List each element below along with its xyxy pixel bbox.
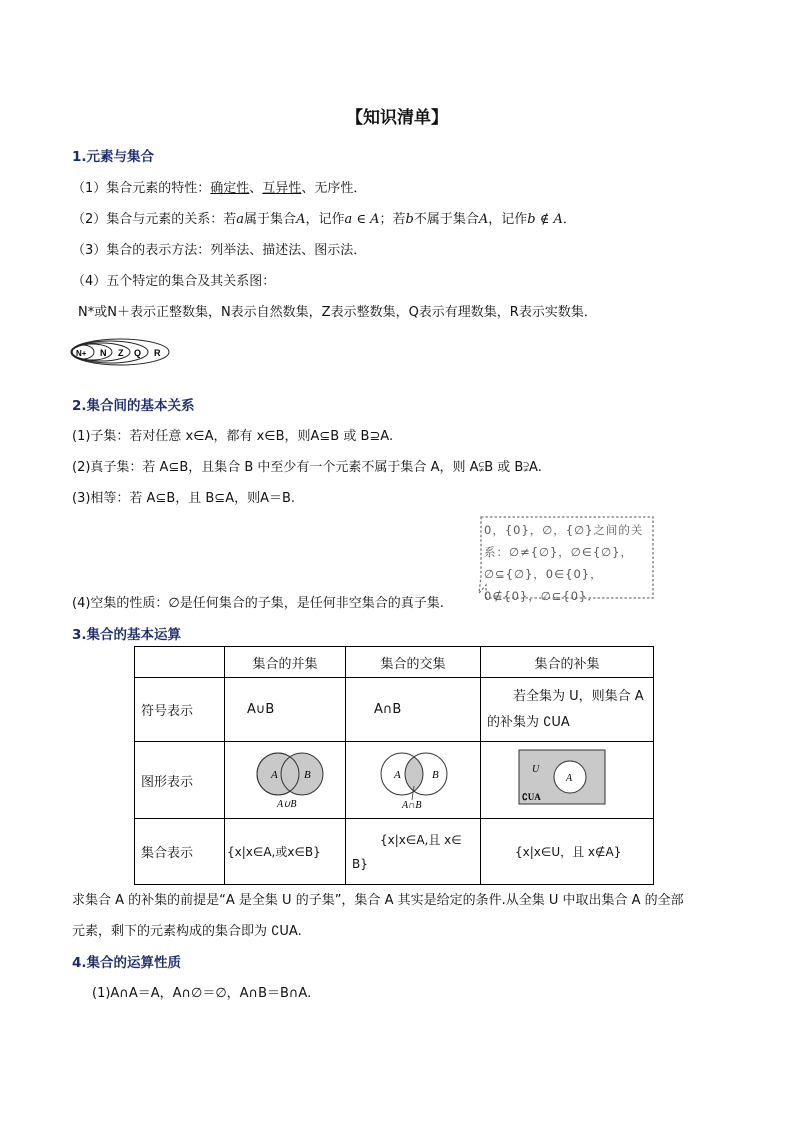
page-title: 【知识清单】 <box>346 108 448 128</box>
section-2-heading: 2.集合间的基本关系 <box>72 398 195 414</box>
table-header-cell <box>135 647 225 678</box>
svg-text:B: B <box>304 769 311 781</box>
union-venn-cell <box>225 742 346 819</box>
number-sets-diagram <box>70 337 172 367</box>
s1-line-5: N*或N＋表示正整数集，N表示自然数集，Z表示整数集，Q表示有理数集，R表示实数集． <box>78 305 597 320</box>
union-set-builder: {x|x∈A,或x∈B} <box>225 819 346 885</box>
table-row <box>135 819 654 885</box>
svg-text:A∪B: A∪B <box>277 799 297 810</box>
section-4-heading: 4.集合的运算性质 <box>72 955 182 971</box>
table-header-cell: 集合的并集 <box>225 647 346 678</box>
s2-line-4: (4)空集的性质：∅是任何集合的子集，是任何非空集合的真子集. <box>72 596 444 611</box>
svg-text:B: B <box>432 769 439 781</box>
s1-line-3: （3）集合的表示方法：列举法、描述法、图示法． <box>72 243 367 258</box>
intersection-symbol: A∩B <box>346 678 481 742</box>
s3-note-line-1: 求集合 A 的补集的前提是“A 是全集 U 的子集”，集合 A 其实是给定的条件.从全集 U 中取出集合 A 的全部 <box>72 893 684 908</box>
table-header-cell: 集合的补集 <box>481 647 654 678</box>
intersection-set-builder: {x|x∈A,且 x∈ B} <box>346 819 481 885</box>
section-3-heading: 3.集合的基本运算 <box>72 627 182 643</box>
table-header-row <box>135 647 654 678</box>
table-header-cell: 集合的交集 <box>346 647 481 678</box>
svg-text:U: U <box>532 764 540 775</box>
set-label-z: Z <box>118 348 124 358</box>
set-label-r: R <box>154 348 161 358</box>
svg-text:A: A <box>566 773 573 784</box>
complement-venn-diagram <box>481 742 653 814</box>
union-venn-diagram <box>225 742 345 814</box>
s4-line-1: (1)A∩A＝A，A∩∅＝∅，A∩B＝B∩A. <box>92 986 312 1001</box>
set-label-n-plus: N+ <box>76 349 87 358</box>
empty-set-callout-text: 0，{0}，∅，{∅}之间的关 系：∅≠{∅}，∅∈{∅}， ∅⊆{∅}，0∈{0}， 0∉{0}，∅⊆{0}． <box>484 523 644 603</box>
svg-text:A: A <box>394 769 401 781</box>
row-label: 集合表示 <box>135 819 225 885</box>
complement-symbol: 若全集为 U，则集合 A 的补集为 ∁UA <box>481 678 654 742</box>
table-row <box>135 742 654 819</box>
s2-line-3: (3)相等：若 A⊆B，且 B⊆A，则A＝B. <box>72 491 296 506</box>
s3-note-line-2: 元素，剩下的元素构成的集合即为 ∁UA. <box>72 924 302 939</box>
s1-line-2: （2）集合与元素的关系：若a属于集合A，记作a ∈ A；若b不属于集合A，记作b ∉ A． <box>72 212 576 227</box>
complement-set-builder: {x|x∈U，且 x∉A} <box>481 819 654 885</box>
svg-text:∁UA: ∁UA <box>522 792 541 802</box>
svg-text:A∩B: A∩B <box>402 800 422 811</box>
s2-line-2: (2)真子集：若 A⊆B，且集合 B 中至少有一个元素不属于集合 A，则 A⫋B 或 B⫌A. <box>72 460 542 475</box>
section-1-heading: 1.元素与集合 <box>72 149 155 165</box>
complement-venn-cell <box>481 742 654 819</box>
intersection-venn-cell <box>346 742 481 819</box>
s2-line-1: (1)子集：若对任意 x∈A，都有 x∈B，则A⊆B 或 B⊇A. <box>72 429 394 444</box>
row-label: 符号表示 <box>135 678 225 742</box>
union-symbol: A∪B <box>225 678 346 742</box>
set-label-n: N <box>100 348 107 358</box>
s1-line-4: （4）五个特定的集合及其关系图： <box>72 274 276 289</box>
set-label-q: Q <box>134 348 142 358</box>
intersection-venn-diagram <box>346 742 480 814</box>
table-row <box>135 678 654 742</box>
svg-text:A: A <box>271 769 278 781</box>
s1-line-1: （1）集合元素的特性：确定性、互异性、无序性． <box>72 181 367 196</box>
row-label: 图形表示 <box>135 742 225 819</box>
set-operations-table <box>134 646 654 885</box>
